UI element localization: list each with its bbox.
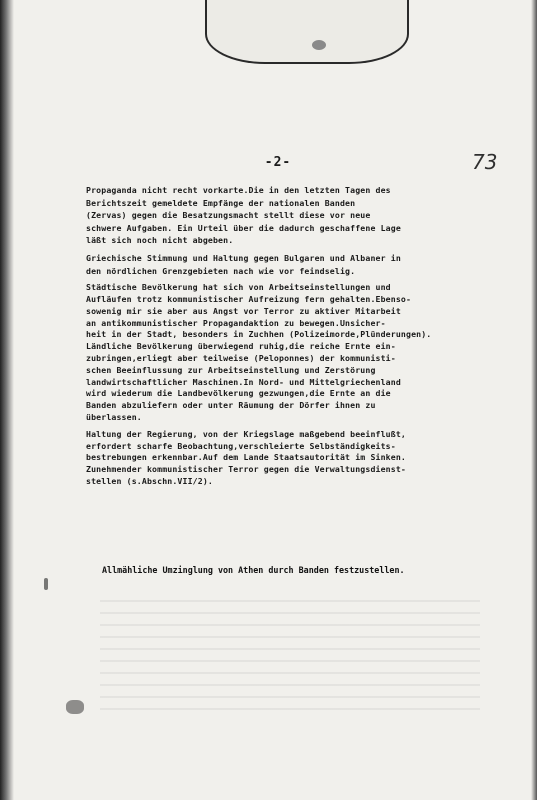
page-number: -2-	[264, 155, 292, 170]
text-line: (Zervas) gegen die Besatzungsmacht stellt diese vor neue	[86, 210, 371, 221]
text-line: schwere Aufgaben. Ein Urteil über die dadurch geschaffene Lage	[86, 222, 401, 233]
text-line: läßt sich noch nicht abgeben.	[86, 235, 234, 246]
text-line: Banden abzuliefern oder unter Räumung der Dörfer ihnen zu	[86, 400, 376, 411]
text-line: den nördlichen Grenzgebieten nach wie vor feindselig.	[86, 265, 356, 276]
paragraph-propaganda	[86, 184, 496, 247]
text-line: Berichtszeit gemeldete Empfänge der nationalen Banden	[86, 197, 356, 208]
ink-blot	[312, 40, 326, 50]
text-line: sowenig mir sie aber aus Angst vor Terror zu aktiver Mitarbeit	[86, 305, 401, 316]
punched-tab-outline	[205, 0, 409, 64]
text-line: an antikommunistischer Propagandaktion zu bewegen.Unsicher-	[86, 317, 386, 328]
closing-statement: Allmähliche Umzinglung von Athen durch Banden festzustellen.	[102, 565, 405, 575]
report-body	[86, 184, 496, 493]
paragraph-border-attitude	[86, 252, 496, 277]
text-line: wird wiederum die Landbevölkerung gezwungen,die Ernte an die	[86, 388, 391, 399]
paragraph-population	[86, 282, 496, 424]
show-through-text-bleed	[100, 590, 480, 720]
ink-mark	[44, 578, 48, 590]
scan-edge-shadow-left	[0, 0, 14, 800]
text-line: überlassen.	[86, 411, 142, 422]
scan-edge-shadow-right	[531, 0, 537, 800]
text-line: landwirtschaftlicher Maschinen.In Nord- und Mittelgriechenland	[86, 376, 401, 387]
text-line: Städtische Bevölkerung hat sich von Arbeitseinstellungen und	[86, 282, 391, 293]
handwritten-folio-number: 73	[472, 150, 498, 174]
text-line: Aufläufen trotz kommunistischer Aufreizung fern gehalten.Ebenso-	[86, 293, 412, 304]
text-line: schen Beeinflussung zur Arbeitseinstellung und Zerstörung	[86, 364, 376, 375]
text-line: Griechische Stimmung und Haltung gegen Bulgaren und Albaner in	[86, 252, 401, 263]
paragraph-government	[86, 429, 496, 488]
ink-smudge	[66, 700, 84, 714]
text-line: heit in der Stadt, besonders in Zuchhen (Polizeimorde,Plünderungen).	[86, 329, 432, 340]
text-line: Zunehmender kommunistischer Terror gegen die Verwaltungsdienst-	[86, 464, 406, 475]
text-line: Ländliche Bevölkerung überwiegend ruhig,die reiche Ernte ein-	[86, 341, 396, 352]
text-line: bestrebungen erkennbar.Auf dem Lande Staatsautorität im Sinken.	[86, 452, 406, 463]
text-line: Haltung der Regierung, von der Kriegslage maßgebend beeinflußt,	[86, 428, 406, 439]
text-line: stellen (s.Abschn.VII/2).	[86, 475, 213, 486]
text-line: erfordert scharfe Beobachtung,verschleierte Selbständigkeits-	[86, 440, 396, 451]
text-line: zubringen,erliegt aber teilweise (Peloponnes) der kommunisti-	[86, 352, 396, 363]
text-line: Propaganda nicht recht vorkarte.Die in den letzten Tagen des	[86, 185, 391, 195]
